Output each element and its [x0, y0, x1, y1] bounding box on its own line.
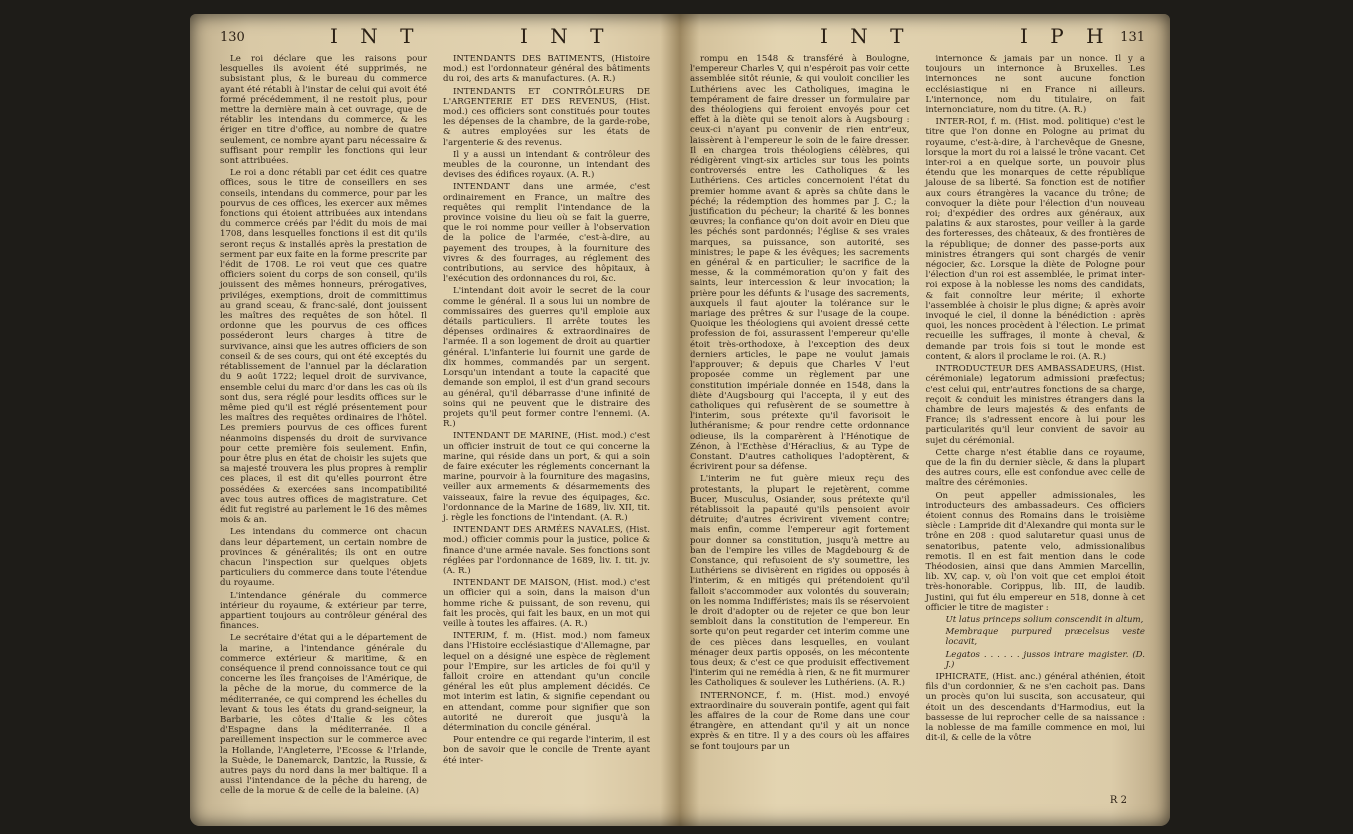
paragraph: Le roi déclare que les raisons pour lesquelles ils avoient été supprimés, ne subsistant plus, & le bureau du commerce ayant été rétabli à l'instar de celui qui avoit été formé précédemment, il ne restoit plus, pour mettre la dernière main à cet ouvrage, que de rétablir les intendans du commerce, & les ériger en titre d'office, au nombre de quatre seulement, ce nombre ayant paru nécessaire & suffisant pour remplir les fonctions qui leur sont attribuées.	[220, 54, 427, 167]
paragraph: L'intendance générale du commerce intérieur du royaume, & extérieur par terre, appartient toujours au contrôleur général des finances.	[220, 590, 427, 632]
paragraph: Les intendans du commerce ont chacun dans leur département, un certain nombre de provinces & généralités; ils ont en outre chacun l'inspection sur quelques objets particuliers du commerce dans toute l'étendue du royaume.	[220, 527, 427, 589]
left-page-number: 130	[220, 30, 245, 45]
paragraph: INTENDANT DE MARINE, (Hist. mod.) c'est un officier instruit de tout ce qui concerne la marine, qui réside dans un port, & qui a soin de faire exécuter les réglements concernant la marine, pourvoir à la fourniture des magasins, veiller aux armements & désarmements des vaisseaux, faire la revue des équipages, &c. l'ordonnance de la Marine de 1689, liv. XII, tit. j. règle les fonctions de l'intendant. (A. R.)	[443, 431, 650, 523]
paragraph: INTENDANT dans une armée, c'est ordinairement en France, un maître des requêtes qui remplit l'intendance de la province voisine du lieu où se fait la guerre, que le roi nomme pour veiller à l'observation de la police de l'armée, c'est-à-dire, au payement des troupes, à la fourniture des vivres & des fourrages, au réglement des contributions, au service des hôpitaux, à l'exécution des ordonnances du roi, &c.	[443, 182, 650, 285]
right-column-1	[690, 54, 910, 814]
paragraph: INTERNONCE, f. m. (Hist. mod.) envoyé extraordinaire du souverain pontife, agent qui fait les affaires de la cour de Rome dans une cour étrangère, en attendant qu'il y ait un nonce exprès & en titre. Il y a des cours où les affaires se font toujours par un	[690, 690, 910, 752]
paragraph: Le roi a donc rétabli par cet édit ces quatre offices, sous le titre de conseillers en ses conseils, intendans du commerce, pour par les pourvus de ces offices, les exercer aux mêmes fonctions qui étoient attribuées aux intendans du commerce créés par l'édit du mois de mai 1708, dans lesquelles fonctions il est dit qu'ils seront reçus & installés après la prestation de serment par eux faite en la forme prescrite par l'édit de 1708. Le roi veut que ces quatre officiers soient du corps de son conseil, qu'ils jouissent des mêmes honneurs, prérogatives, priviléges, exemptions, droit de committimus au grand sceau, & franc-salé, dont jouissent les maîtres des requêtes de son hôtel. Il ordonne que les pourvus de ces offices posséderont leurs charges à titre de survivance, ainsi que les autres officiers de son conseil & de ses cours, qui ont été exceptés du rétablissement de l'annuel par la déclaration du 9 août 1722; lequel droit de survivance, ensemble celui du marc d'or dans les cas où ils sont dus, sera réglé pour lesdits offices sur le même pied qu'il est réglé présentement pour les maîtres des requêtes ordinaires de l'hôtel. Les premiers pourvus de ces offices furent néanmoins dispensés du droit de survivance pour cette première fois seulement. Enfin, pour être plus en état de choisir les sujets que sa majesté trouvera les plus propres à remplir ces places, il est dit qu'elles pourront être possédées & exercées sans incompatibilité avec tous autres offices de magistrature. Cet édit fut registré au parlement le 16 des mêmes mois & an.	[220, 168, 427, 526]
paragraph: INTERIM, f. m. (Hist. mod.) nom fameux dans l'Histoire ecclésiastique d'Allemagne, par lequel on a désigné une espèce de règlement pour l'Empire, sur les articles de foi qu'il y falloit croire en attendant qu'un concile général les eût plus amplement décidés. Ce mot interim est latin, & signifie cependant ou en attendant, comme pour signifier que son autorité ne dureroit que jusqu'à la détermination du concile général.	[443, 631, 650, 733]
paragraph: rompu en 1548 & transféré à Boulogne, l'empereur Charles V, qui n'espéroit pas voir cette assemblée sitôt réunie, & qui vouloit concilier les Luthériens avec les Catholiques, imagina le tempérament de faire dresser un formulaire par des théologiens qui feroient envoyés pour cet effet à la diète qui se tenoit alors à Augsbourg : ceux-ci n'ayant pu convenir de rien entr'eux, laissèrent à l'empereur le soin de le faire dresser. Il en chargea trois théologiens célèbres, qui rédigèrent vingt-six articles sur tous les points controversés entre les Catholiques & les Luthériens. Ces articles concernoient l'état du premier homme avant & après sa chûte dans le péché; la rédemption des hommes par J. C.; la justification du pécheur; la charité & les bonnes œuvres; la confiance qu'on doit avoir en Dieu que les péchés sont pardonnés; l'église & ses vraies marques, sa puissance, son autorité, ses ministres; le pape & les évêques; les sacrements en général & en particulier; le sacrifice de la messe, & la commémoration qu'on y fait des saints, leur intercession & leur invocation; la prière pour les défunts & l'usage des sacrements, auxquels il faut ajouter la tolérance sur le mariage des prêtres & sur l'usage de la coupe. Quoique les théologiens qui avoient dressé cette profession de foi, assurassent l'empereur qu'elle étoit très-orthodoxe, à l'exception des deux derniers articles, le pape ne voulut jamais l'approuver; & depuis que Charles V l'eut proposée comme un règlement par une constitution impériale donnée en 1548, dans la diète d'Augsbourg qui l'accepta, il y eut des catholiques qui refusèrent de se soumettre à l'interim, sous prétexte qu'il favorisoit le luthéranisme; & pour rendre cette ordonnance odieuse, ils la comparèrent à l'Hénotique de Zénon, à l'Ecthèse d'Héraclius, & au Type de Constant. D'autres catholiques l'adoptèrent, & écrivirent pour sa défense.	[690, 54, 910, 473]
left-column-1	[220, 54, 427, 814]
paragraph: INTENDANTS ET CONTRÔLEURS DE L'ARGENTERIE ET DES REVENUS, (Hist. mod.) ces officiers sont constitués pour toutes les dépenses de la chambre, de la garde-robe, & autres employées sur les états de l'argenterie & des revenus.	[443, 86, 650, 148]
paragraph: Legatos . . . . . . jussos intrare magister. (D. J.)	[945, 649, 1145, 670]
paragraph: Il y a aussi un intendant & contrôleur des meubles de la couronne, un intendant des devises des édifices royaux. (A. R.)	[443, 149, 650, 181]
paragraph: Le secrétaire d'état qui a le département de la marine, a l'intendance générale du commerce extérieur & maritime, & en conséquence il prend connoissance tout ce qui concerne les îles françoises de l'Amérique, de la pêche de la morue, du commerce de la méditerranée, ce qui comprend les échelles du levant & tous les états du grand-seigneur, la Barbarie, les côtes d'Italie & les côtes d'Espagne dans la méditerranée. Il a pareillement inspection sur le commerce avec la Hollande, l'Angleterre, l'Ecosse & l'Irlande, la Suède, le Danemarck, Dantzic, la Russie, & autres pays du nord dans la mer baltique. Il a aussi l'intendance de la pêche du hareng, de celle de la morue & de celle de la baleine. (A)	[220, 633, 427, 797]
open-book	[190, 14, 1170, 826]
paragraph: IPHICRATE, (Hist. anc.) général athénien, étoit fils d'un cordonnier, & ne s'en cachoit pas. Dans un procès qu'on lui suscita, son accusateur, qui étoit un des descendants d'Harmodius, eut la bassesse de lui reprocher celle de sa naissance : la noblesse de ma famille commence en moi, lui dit-il, & celle de la vôtre	[925, 671, 1145, 744]
left-running-head	[220, 24, 650, 50]
right-page	[690, 24, 1145, 814]
paragraph: Ut latus princeps solium conscendit in altum,	[945, 614, 1144, 625]
paragraph: INTER-ROI, f. m. (Hist. mod. politique) c'est le titre que l'on donne en Pologne au primat du royaume, c'est-à-dire, à l'archevêque de Gnesne, lorsque la mort du roi a laissé le trône vacant. Cet inter-roi a en quelque sorte, un pouvoir plus étendu que les monarques de cette république jalouse de sa liberté. Sa fonction est de notifier aux cours étrangères la vacance du trône; de convoquer la diète pour l'élection d'un nouveau roi; d'expédier des ordres aux généraux, aux palatins & aux starostes, pour veiller à la garde des forteresses, des châteaux, & des frontières de la république; de donner des passe-ports aux ministres étrangers qui sont chargés de venir négocier, &c. Lorsque la diète de Pologne pour l'élection d'un roi est assemblée, le primat inter-roi expose à la noblesse les noms des candidats, & fait connoître leur mérite; il exhorte l'assemblée à choisir le plus digne; & après avoir invoqué le ciel, il donne la bénédiction : après quoi, les nonces procèdent à l'élection. Le primat recueille les suffrages, il monte à cheval, & demande par trois fois si tout le monde est content, & alors il proclame le roi. (A. R.)	[925, 117, 1145, 362]
left-head-word-1: I N T	[330, 24, 422, 48]
paragraph: Cette charge n'est établie dans ce royaume, que de la fin du dernier siècle, & dans la plupart des autres cours, elle est confondue avec celle de maître des cérémonies.	[925, 447, 1145, 489]
paragraph: internonce & jamais par un nonce. Il y a toujours un internonce à Bruxelles. Les internonces ne sont aucune fonction ecclésiastique ni en France ni ailleurs. L'internonce, nom du titulaire, on fait internonciature, nom du titre. (A. R.)	[925, 54, 1145, 116]
paragraph: On peut appeller admissionales, les introducteurs des ambassadeurs. Ces officiers étoient connus des Romains dans le troisième siècle : Lampride dit d'Alexandre qui monta sur le trône en 208 : quod salutaretur quasi unus de senatoribus, patente velo, admissionalibus remotis. Il en est fait mention dans le code Théodosien, ainsi que dans Ammien Marcellin, lib. XV, cap. v, où l'on voit que cet emploi étoit très-honorable. Corippus, lib. III, de laudib. Justini, qui fut élu empereur en 518, donne à cet officier le titre de magister :	[925, 490, 1145, 613]
left-head-word-2: I N T	[520, 24, 612, 48]
paragraph: INTENDANT DE MAISON, (Hist. mod.) c'est un officier qui a soin, dans la maison d'un homme riche & puissant, de son revenu, qui fait les procès, qui fait les baux, en un mot qui veille à toutes les affaires. (A. R.)	[443, 578, 650, 629]
right-running-head	[690, 24, 1145, 50]
left-column-2	[443, 54, 650, 814]
paragraph: INTRODUCTEUR DES AMBASSADEURS, (Hist. cérémoniale) legatorum admissioni præfectus; c'est celui qui, entr'autres fonctions de sa charge, reçoit & conduit les ministres étrangers dans la chambre de leurs majestés & des enfants de France; ils s'adressent encore à lui pour les particularités qu'il leur convient de savoir au sujet du cérémonial.	[925, 364, 1145, 446]
right-page-number: 131	[1120, 30, 1145, 45]
paragraph: L'interim ne fut guère mieux reçu des protestants, la plupart le rejetèrent, comme Bucer, Musculus, Osiander, sous prétexte qu'il rétablissoit la papauté qu'ils pensoient avoir détruite; d'autres écrivirent vivement contre; mais enfin, comme l'empereur agit fortement pour donner sa constitution, jusqu'à mettre au ban de l'empire les villes de Magdebourg & de Constance, qui refusoient de s'y soumettre, les Luthériens se divisèrent en rigides ou opposés à l'interim, & en mitigés qui prétendoient qu'il falloit s'accommoder aux volontés du souverain; on les nomma Indifféristes; mais ils se réservoient le droit d'adopter ou de rejeter ce que bon leur sembloit dans la constitution de l'empereur. En sorte qu'on peut regarder cet interim comme une de ces pièces dans lesquelles, en voulant ménager deux partis opposés, on les mécontente tous deux; & c'est ce que produisit effectivement l'interim qui ne remédia à rien, & ne fit murmurer les Catholiques & soulever les Luthériens. (A. R.)	[690, 474, 910, 689]
paragraph: Membraque purpured præcelsus veste locavit,	[945, 627, 1145, 648]
right-column-2	[926, 54, 1146, 814]
paragraph: INTENDANTS DES BATIMENTS, (Histoire mod.) est l'ordonnateur général des bâtiments du roi, des arts & manufactures. (A. R.)	[443, 54, 650, 85]
right-head-word-2: I P H	[1020, 24, 1112, 48]
signature-mark: R 2	[1109, 795, 1127, 806]
paragraph: L'intendant doit avoir le secret de la cour comme le général. Il a sous lui un nombre de commissaires des guerres qu'il emploie aux détails particuliers. Il arrête toutes les dépenses ordinaires & extraordinaires de l'armée. Il a son logement de droit au quartier général. L'infanterie lui fournit une garde de dix hommes, commandés par un sergent. Lorsqu'un intendant a toute la capacité que demande son emploi, il est d'un grand secours au général, qu'il débarrasse d'une infinité de soins qui ne peuvent que le distraire des projets qu'il peut former contre l'ennemi. (A. R.)	[443, 286, 650, 430]
right-head-word-1: I N T	[820, 24, 912, 48]
paragraph: Pour entendre ce qui regarde l'interim, il est bon de savoir que le concile de Trente ayant été inter-	[443, 735, 650, 766]
left-page	[220, 24, 650, 814]
paragraph: INTENDANT DES ARMÉES NAVALES, (Hist. mod.) officier commis pour la justice, police & finance d'une armée navale. Ses fonctions sont réglées par l'ordonnance de 1689, liv. I. tit. jv. (A. R.)	[443, 525, 650, 576]
